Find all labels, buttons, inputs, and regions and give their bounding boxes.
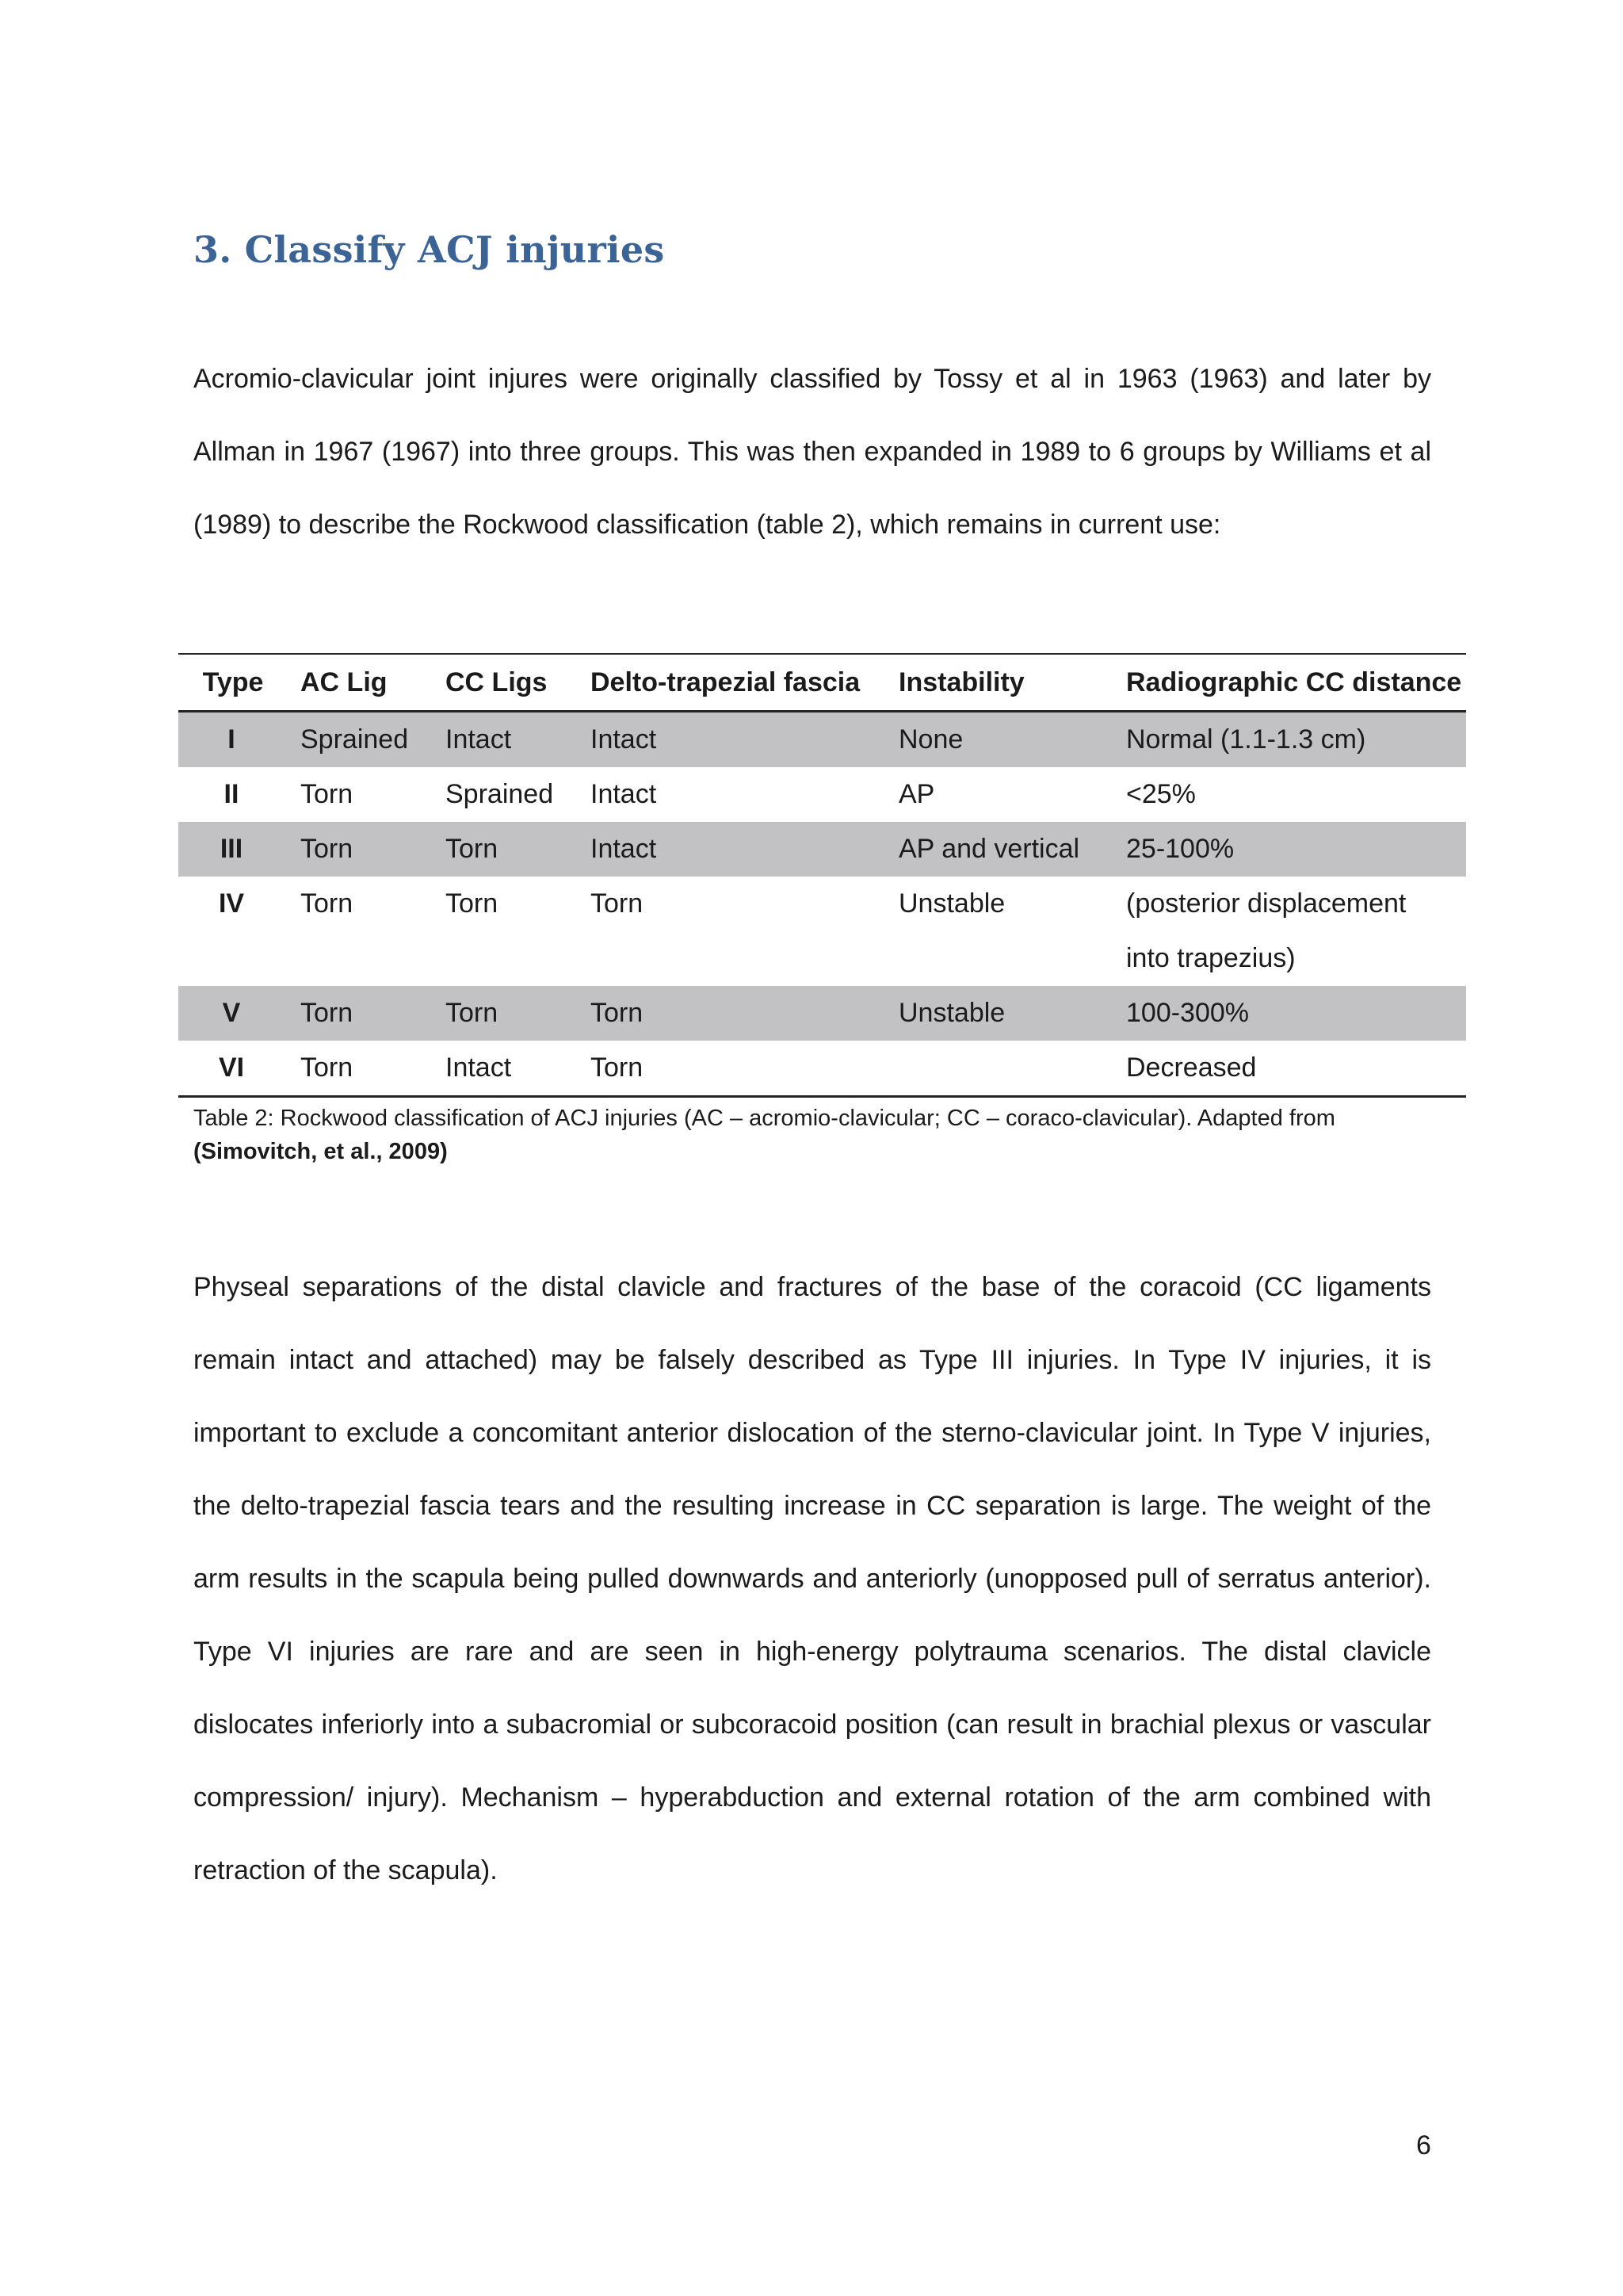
- body-paragraph: Physeal separations of the distal clavicle and fractures of the base of the coracoid (CC ligaments remain intact and attached) may be falsely described as Type III injuries. In Type IV injuries, it is important to exclude a concomitant anterior dislocation of the sterno-clavicular joint. In Type V injuries, the delto-trapezial fascia tears and the resulting increase in CC separation is large. The weight of the arm results in the scapula being pulled downwards and anteriorly (unopposed pull of serratus anterior). Type VI injuries are rare and are seen in high-energy polytrauma scenarios. The distal clavicle dislocates inferiorly into a subacromial or subcoracoid position (can result in brachial plexus or vascular compression/ injury). Mechanism – hyperabduction and external rotation of the arm combined with retraction of the scapula).: [193, 1272, 1431, 1885]
- header-type: Type: [178, 654, 285, 712]
- cell-instability: None: [883, 712, 1110, 768]
- cell-fascia: Torn: [590, 888, 643, 919]
- table-row: [178, 767, 1466, 822]
- cc-distance-line: <25%: [1126, 779, 1196, 809]
- header-ac-lig: AC Lig: [285, 654, 430, 712]
- cell-type: II: [223, 779, 239, 809]
- section-heading: [193, 228, 665, 271]
- cell-type: IV: [218, 888, 245, 919]
- header-cc-ligs: CC Ligs: [430, 654, 575, 712]
- cell-cc-distance: [1110, 767, 1466, 822]
- cell-type: VI: [178, 1041, 285, 1097]
- cell-cc-distance: [1110, 712, 1466, 768]
- cell-instability: Unstable: [899, 888, 1006, 919]
- cc-distance-line: 100-300%: [1126, 998, 1250, 1028]
- table-row: [178, 877, 1466, 986]
- cell-ac-lig: Torn: [285, 822, 430, 877]
- header-cc-distance: Radiographic CC distance: [1110, 654, 1466, 712]
- cc-distance-line: 25-100%: [1126, 834, 1235, 864]
- table-row: [178, 712, 1466, 768]
- cell-instability: AP and vertical: [883, 822, 1110, 877]
- cell-cc-distance: [1110, 822, 1466, 877]
- cell-type: V: [178, 986, 285, 1041]
- caption-reference: (Simovitch, et al., 2009): [193, 1139, 448, 1164]
- cell-ac-lig: Torn: [300, 779, 353, 809]
- section-title: Classify ACJ injuries: [244, 228, 665, 271]
- cell-fascia: Intact: [575, 712, 883, 768]
- intro-paragraph: Acromio-clavicular joint injures were originally classified by Tossy et al in 1963 (1963) and later by Allman in 1967 (1967) into three groups. This was then expanded in 1989 to 6 groups by Williams et al (1989) to describe the Rockwood classification (table 2), which remains in current use:: [193, 364, 1431, 540]
- cell-instability: Unstable: [883, 986, 1110, 1041]
- cell-fascia: Torn: [575, 986, 883, 1041]
- page-number: 6: [1416, 2130, 1431, 2160]
- cell-fascia: Torn: [575, 1041, 883, 1097]
- table-caption: [193, 1102, 1445, 1168]
- cell-type: III: [178, 822, 285, 877]
- cell-cc-ligs: Intact: [430, 1041, 575, 1097]
- cell-ac-lig: Sprained: [285, 712, 430, 768]
- cc-distance-line: Normal (1.1-1.3 cm): [1126, 724, 1366, 755]
- table-row: [178, 986, 1466, 1041]
- cell-ac-lig: Torn: [300, 888, 353, 919]
- cell-cc-ligs: Torn: [445, 888, 498, 919]
- cc-distance-line-2: into trapezius): [1126, 943, 1296, 973]
- cell-instability: AP: [899, 779, 935, 809]
- cell-cc-distance: [1110, 1041, 1466, 1097]
- table-row: [178, 1041, 1466, 1097]
- cell-cc-ligs: Sprained: [445, 779, 554, 809]
- cell-instability: [883, 1041, 1110, 1097]
- cc-distance-line: Decreased: [1126, 1052, 1257, 1083]
- cell-fascia: Intact: [575, 822, 883, 877]
- cell-type: I: [178, 712, 285, 768]
- table-row: [178, 822, 1466, 877]
- section-number: 3.: [193, 228, 232, 271]
- cc-distance-line: (posterior displacement: [1126, 888, 1407, 919]
- cell-fascia: Intact: [590, 779, 657, 809]
- cell-cc-distance: [1110, 877, 1466, 986]
- rockwood-table: [178, 653, 1466, 1098]
- header-instability: Instability: [883, 654, 1110, 712]
- header-fascia: Delto-trapezial fascia: [575, 654, 883, 712]
- cell-ac-lig: Torn: [285, 986, 430, 1041]
- table-header-row: [178, 654, 1466, 712]
- cell-ac-lig: Torn: [285, 1041, 430, 1097]
- cell-cc-distance: [1110, 986, 1466, 1041]
- cell-cc-ligs: Torn: [430, 822, 575, 877]
- cell-cc-ligs: Intact: [430, 712, 575, 768]
- caption-text: Table 2: Rockwood classification of ACJ injuries (AC – acromio-clavicular; CC – coraco-clavicular). Adapted from: [193, 1106, 1335, 1131]
- cell-cc-ligs: Torn: [430, 986, 575, 1041]
